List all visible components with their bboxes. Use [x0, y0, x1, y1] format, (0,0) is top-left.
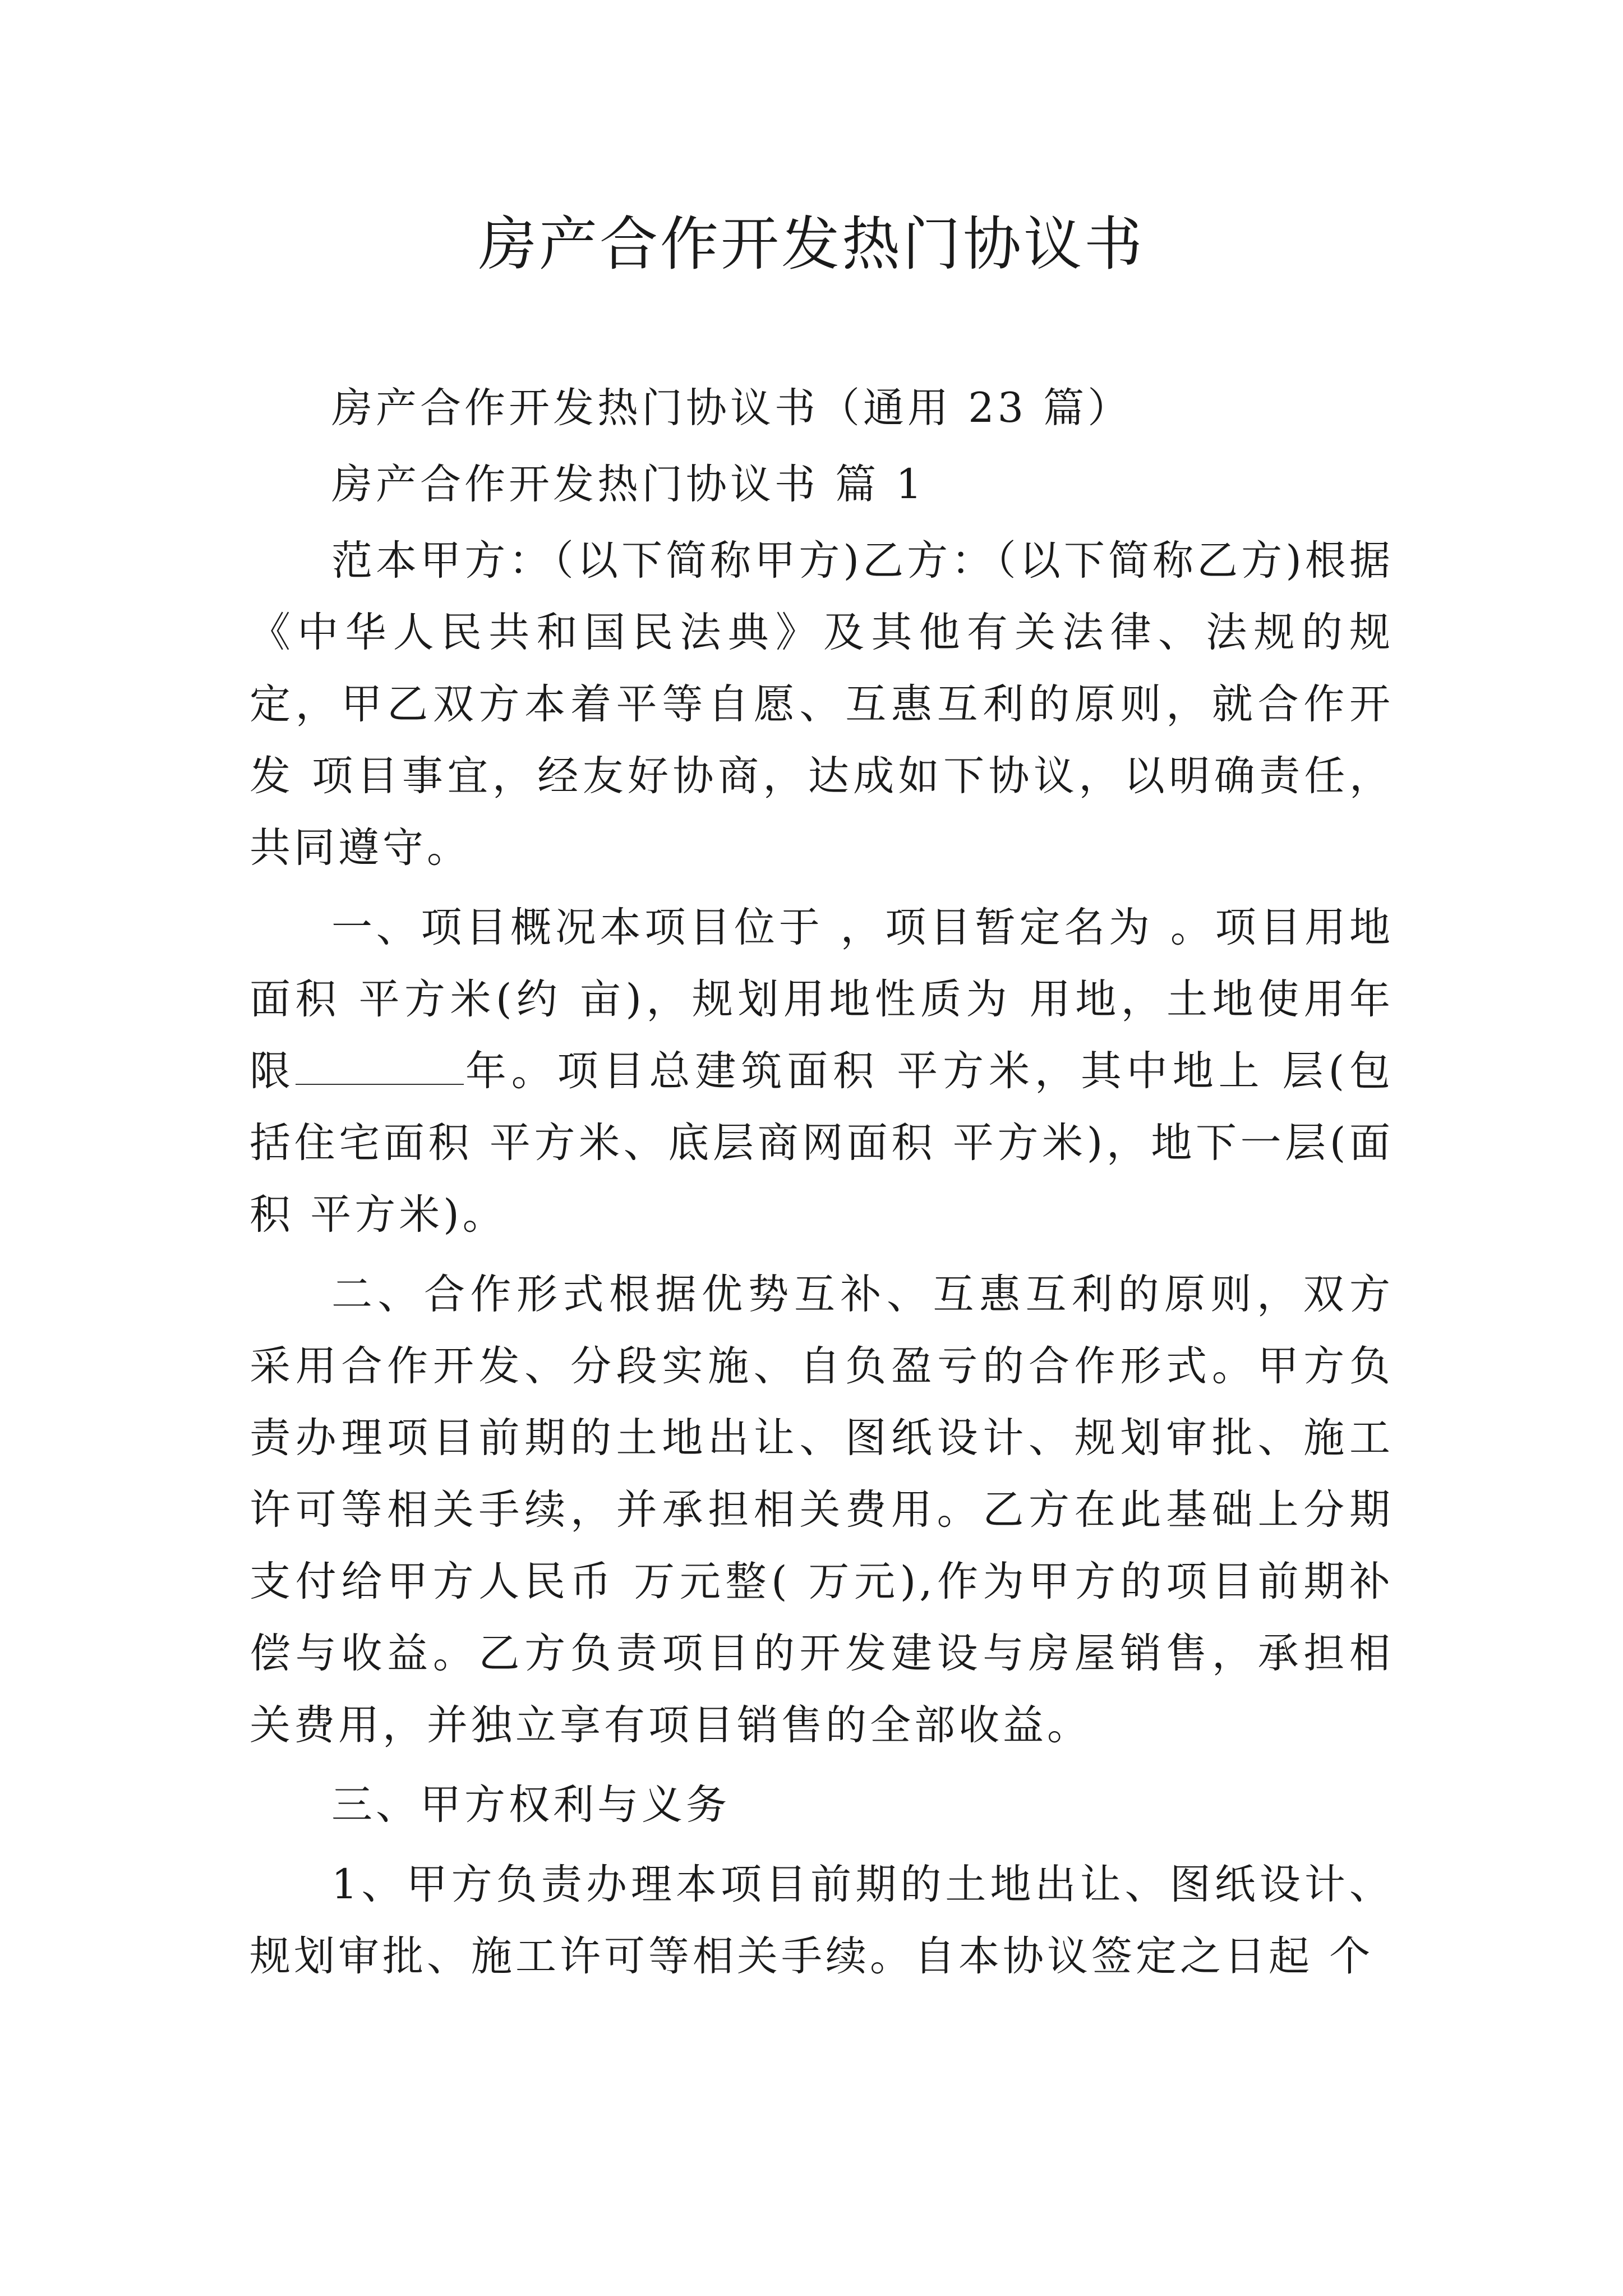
document-body — [250, 372, 1394, 2000]
fill-in-blank-line — [296, 1050, 464, 1085]
section-heading: 房产合作开发热门协议书 篇 1 — [331, 461, 925, 508]
paragraph-project-overview-part1: 一、项目概况本项目位于 ，项目暂定名为 。项目用地面积 平方米(约 亩)，规划用地性质为 用地，土地使用年限 — [250, 904, 1394, 1095]
paragraph-project-overview-part2: 年。项目总建筑面积 平方米，其中地上 层(包括住宅面积 平方米、底层商网面积 平方米)，地下一层(面积 平方米)。 — [250, 1047, 1394, 1239]
paragraph-party-a-heading: 三、甲方权利与义务 — [331, 1781, 730, 1829]
paragraph-party-a-item-1: 1、甲方负责办理本项目前期的土地出让、图纸设计、规划审批、施工许可等相关手续。自本协议签定之日起 个 — [250, 1861, 1394, 1980]
paragraph-cooperation-form: 二、合作形式根据优势互补、互惠互利的原则，双方采用合作开发、分段实施、自负盈亏的合作形式。甲方负责办理项目前期的土地出让、图纸设计、规划审批、施工许可等相关手续，并承担相关费用。乙方在此基础上分期支付给甲方人民币 万元整( 万元),作为甲方的项目前期补偿与收益。乙方负责项目的开发建设与房屋销售，承担相关费用，并独立享有项目销售的全部收益。 — [250, 1271, 1394, 1749]
document-subtitle: 房产合作开发热门协议书（通用 23 篇） — [331, 384, 1132, 432]
paragraph-project-overview — [250, 892, 1394, 1251]
paragraph-intro: 范本甲方：（以下简称甲方)乙方：（以下简称乙方)根据《中华人民共和国民法典》及其他有关法律、法规的规定，甲乙双方本着平等自愿、互惠互利的原则，就合作开发 项目事宜，经友好协商，达成如下协议，以明确责任，共同遵守。 — [250, 537, 1394, 872]
document-title: 房产合作开发热门协议书 — [478, 210, 1145, 278]
